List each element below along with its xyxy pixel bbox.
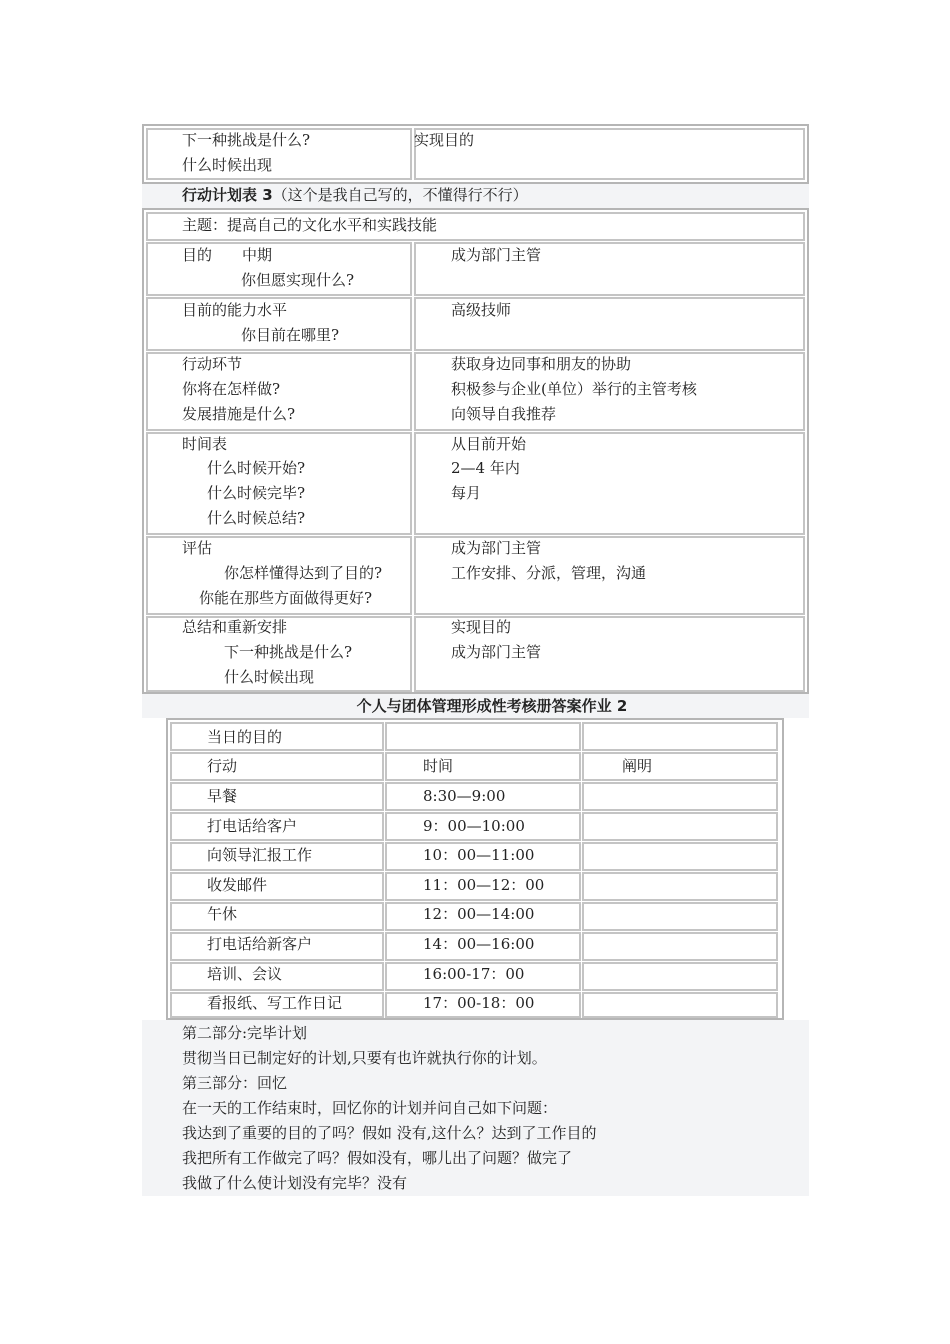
plan3-row-6-left-line-1: 总结和重新安排 [182, 618, 288, 636]
schedule-r4-time: 11：00—12：00 [423, 876, 545, 894]
plan3-row-6-right-line-1: 实现目的 [451, 618, 512, 636]
schedule-r6-action: 打电话给新客户 [207, 935, 313, 953]
plan3-row-4-left-line-4: 什么时候总结? [207, 509, 306, 527]
schedule-r8-action: 看报纸、写工作日记 [207, 994, 343, 1012]
plan3-row-2-right-line-1: 高级技师 [451, 301, 512, 319]
schedule-r6-time: 14：00—16:00 [423, 935, 535, 953]
schedule-col-action: 行动 [207, 757, 238, 775]
schedule-daily-goal-label: 当日的目的 [207, 728, 283, 746]
schedule-r7-action: 培训、会议 [207, 965, 283, 983]
top-fragment-right-text: 实现目的 [414, 131, 475, 149]
schedule-r4-action: 收发邮件 [207, 876, 268, 894]
schedule-header-cell-3 [582, 722, 778, 751]
plan3-row-2-left-line-2: 你目前在哪里? [241, 326, 340, 344]
plan3-row-2-left-line-1: 目前的能力水平 [182, 301, 288, 319]
plan3-title [182, 183, 528, 208]
plan3-row-6-left-line-3: 什么时候出现 [224, 668, 315, 686]
plan3-row-1-left-line-1: 目的 中期 [182, 246, 273, 264]
top-fragment-left-line-1: 下一种挑战是什么? [182, 131, 311, 149]
schedule-r5-c3 [582, 902, 778, 931]
schedule-r3-time: 10：00—11:00 [423, 846, 535, 864]
schedule-col-header-3 [582, 752, 778, 781]
schedule-r1-time: 8:30—9:00 [423, 787, 506, 805]
plan3-row-6-right-line-2: 成为部门主管 [451, 643, 542, 661]
plan3-row-3-right-line-1: 获取身边同事和朋友的协助 [451, 355, 632, 373]
schedule-r7-time: 16:00-17：00 [423, 965, 525, 983]
closing-line-4: 在一天的工作结束时，回忆你的计划并问自己如下问题： [182, 1099, 558, 1117]
plan3-title-bold: 行动计划表 3 [182, 186, 273, 204]
schedule-r2-c3 [582, 812, 778, 841]
plan3-row-3-right-line-3: 向领导自我推荐 [451, 405, 557, 423]
plan3-row-4-right-line-1: 从目前开始 [451, 435, 527, 453]
schedule-col-header-2 [385, 752, 581, 781]
plan3-row-3-left-line-3: 发展措施是什么? [182, 405, 296, 423]
plan3-row-5-left-line-1: 评估 [182, 539, 213, 557]
closing-line-5: 我达到了重要的目的了吗？假如 没有,这什么？达到了工作目的 [182, 1124, 597, 1142]
schedule-r4-c3 [582, 872, 778, 901]
schedule-r6-c3 [582, 932, 778, 961]
homework2-title: 个人与团体管理形成性考核册答案作业 2 [356, 697, 628, 715]
schedule-r5-action: 午休 [207, 905, 238, 923]
plan3-row-3-left-line-2: 你将在怎样做? [182, 380, 281, 398]
schedule-r8-c3 [582, 992, 778, 1018]
schedule-r3-action: 向领导汇报工作 [207, 846, 313, 864]
plan3-row-4-right-line-3: 每月 [451, 484, 482, 502]
schedule-r1-c1 [170, 782, 384, 811]
schedule-r8-time: 17：00-18：00 [423, 994, 535, 1012]
schedule-col-note: 阐明 [622, 757, 653, 775]
plan3-row-6-left-line-2: 下一种挑战是什么? [224, 643, 353, 661]
closing-line-3: 第三部分：回忆 [182, 1074, 288, 1092]
schedule-r1-c3 [582, 782, 778, 811]
plan3-row-3-left-line-1: 行动环节 [182, 355, 243, 373]
closing-line-1: 第二部分:完毕计划 [182, 1024, 308, 1042]
schedule-r5-c1 [170, 902, 384, 931]
schedule-r3-c3 [582, 842, 778, 871]
plan3-row-5-right-line-1: 成为部门主管 [451, 539, 542, 557]
schedule-r7-c3 [582, 962, 778, 991]
plan3-row-5-left-line-3: 你能在那些方面做得更好? [199, 589, 373, 607]
schedule-r2-action: 打电话给客户 [207, 817, 298, 835]
plan3-row-1-right-line-1: 成为部门主管 [451, 246, 542, 264]
schedule-col-header-1 [170, 752, 384, 781]
schedule-r2-time: 9：00—10:00 [423, 817, 525, 835]
schedule-header-cell-2 [385, 722, 581, 751]
schedule-r4-c1 [170, 872, 384, 901]
plan3-row-4-left-line-1: 时间表 [182, 435, 228, 453]
plan3-row-5-left-line-2: 你怎样懂得达到了目的? [224, 564, 383, 582]
closing-line-6: 我把所有工作做完了吗？假如没有，哪儿出了问题？做完了 [182, 1149, 573, 1167]
closing-line-7: 我做了什么使计划没有完毕？没有 [182, 1174, 408, 1192]
plan3-row-1-left-line-2: 你但愿实现什么? [241, 271, 355, 289]
plan3-title-note: （这个是我自己写的，不懂得行不行） [272, 186, 528, 204]
plan3-row-4-left-line-2: 什么时候开始? [207, 459, 306, 477]
plan3-row-4-left-line-3: 什么时候完毕? [207, 484, 306, 502]
plan3-row-4-right-line-2: 2—4 年内 [451, 459, 520, 477]
closing-line-2: 贯彻当日已制定好的计划,只要有也许就执行你的计划。 [182, 1049, 547, 1067]
schedule-col-time: 时间 [423, 757, 454, 775]
top-fragment-left-line-2: 什么时候出现 [182, 156, 273, 174]
plan3-row-5-right-line-2: 工作安排、分派，管理，沟通 [451, 564, 647, 582]
plan3-row-3-right-line-2: 积极参与企业(单位）举行的主管考核 [451, 380, 697, 398]
schedule-r1-action: 早餐 [207, 787, 238, 805]
plan3-theme: 主题：提高自己的文化水平和实践技能 [182, 216, 438, 234]
schedule-r5-time: 12：00—14:00 [423, 905, 535, 923]
